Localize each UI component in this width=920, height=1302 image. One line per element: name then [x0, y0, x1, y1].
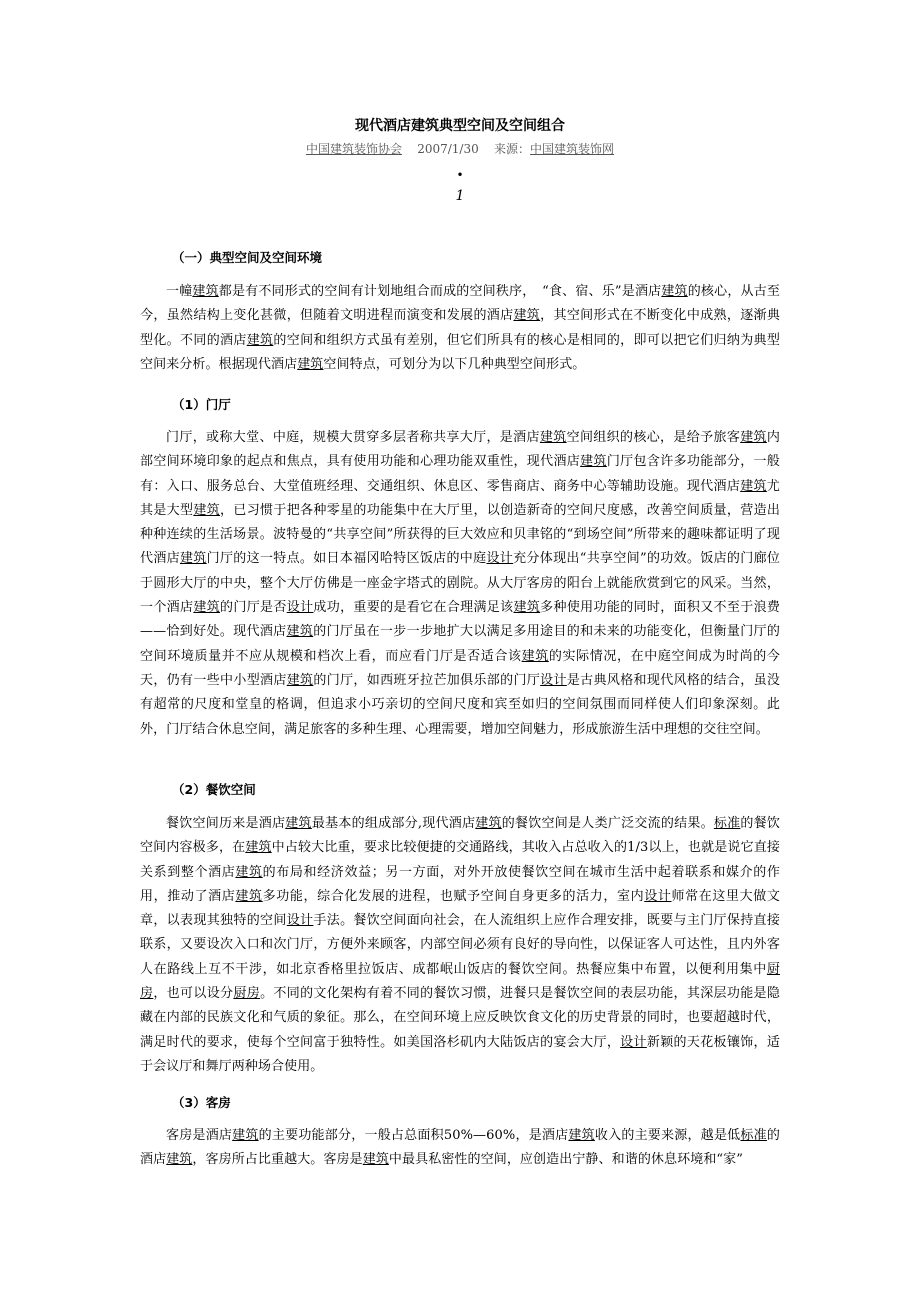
term-link[interactable]: 标准 — [740, 1128, 767, 1143]
section-heading-lobby: （1）门厅 — [172, 397, 231, 412]
term-link[interactable]: 设计 — [286, 913, 314, 929]
section-heading-typical-space: （一）典型空间及空间环境 — [172, 250, 323, 265]
term-link[interactable]: 建筑 — [235, 888, 263, 904]
term-link[interactable]: 建筑 — [193, 600, 221, 616]
term-link[interactable]: 建筑 — [286, 672, 314, 688]
term-link[interactable]: 标准 — [713, 816, 741, 831]
term-link[interactable]: 设计 — [644, 888, 672, 904]
term-link[interactable]: 建筑 — [232, 1128, 259, 1143]
document-meta — [140, 140, 780, 157]
term-link[interactable]: 建筑 — [362, 1152, 389, 1168]
section-heading-guestroom: （3）客房 — [172, 1095, 231, 1110]
term-link[interactable]: 建筑 — [521, 648, 549, 664]
term-link[interactable]: 建筑 — [740, 478, 767, 494]
meta-org-link[interactable]: 中国建筑装饰协会 — [305, 142, 402, 156]
paragraph-guestroom: 客房是酒店建筑的主要功能部分，一般占总面积50%—60%，是酒店建筑收入的主要来源，越是低标准的酒店建筑，客房所占比重越大。客房是建筑中最具私密性的空间，应创造出宁静、和谐的休息环境和“家” — [140, 1128, 780, 1168]
term-link[interactable]: 设计 — [286, 600, 314, 616]
term-link[interactable]: 建筑 — [179, 551, 207, 567]
paragraph-dining: 餐饮空间历来是酒店建筑最基本的组成部分,现代酒店建筑的餐饮空间是人类广泛交流的结果。标准的餐饮空间内容极多，在建筑中占较大比重，要求比较便捷的交通路线，其收入占总收入的1/3以上，也就是说它直接关系到整个酒店建筑的布局和经济效益；另一方面，对外开放使餐饮空间在城市生活中起着联系和媒介的作用，推动了酒店建筑多功能，综合化发展的进程，也赋予空间自身更多的活力，室内设计师常在这里大做文章，以表现其独特的空间设计手法。餐饮空间面向社会，在人流组织上应作合理安排，既要与主门厅保持直接联系，又要设次入口和次门厅，方便外来顾客，内部空间必须有良好的导向性，以保证客人可达性，且内外客人在路线上互不干涉，如北京香格里拉饭店、成都岷山饭店的餐饮空间。热餐应集中布置，以便利用集中厨房，也可以设分厨房。不同的文化架构有着不同的餐饮习惯，进餐只是餐饮空间的表层功能，其深层功能是隐藏在内部的民族文化和气质的象征。那么，在空间环境上应反映饮食文化的历史背景的同时，也要超越时代，满足时代的要求，使每个空间富于独特性。如美国洛杉矶内大陆饭店的宴会大厅，设计新颖的天花板镶饰，适于会议厅和舞厅两种场合使用。 — [140, 816, 781, 1074]
term-link[interactable]: 建筑 — [245, 840, 272, 856]
term-link[interactable]: 建筑 — [246, 332, 274, 348]
term-link[interactable]: 建筑 — [166, 1152, 193, 1168]
document-title: 现代酒店建筑典型空间及空间组合 — [355, 118, 565, 134]
page-number: 1 — [455, 188, 465, 204]
term-link[interactable]: 建筑 — [580, 454, 607, 470]
term-link[interactable]: 厨房 — [233, 986, 261, 1002]
term-link[interactable]: 建筑 — [661, 284, 688, 299]
term-link[interactable]: 设计 — [486, 551, 514, 567]
term-link[interactable]: 建筑 — [192, 284, 219, 299]
term-link[interactable]: 建筑 — [568, 1128, 595, 1143]
term-link[interactable]: 建筑 — [285, 816, 312, 831]
section-heading-dining: （2）餐饮空间 — [172, 782, 256, 797]
term-link[interactable]: 建筑 — [513, 308, 541, 324]
meta-date: 2007/1/30 — [417, 142, 479, 156]
paragraph-typical-space: 一幢建筑都是有不同形式的空间有计划地组合而成的空间秩序， “食、宿、乐”是酒店建筑的核心，从古至今，虽然结构上变化甚微，但随着文明进程而演变和发展的酒店建筑，其空间形式在不断变化中成熟，逐渐典型化。不同的酒店建筑的空间和组织方式虽有差别，但它们所具有的核心是相同的，即可以把它们归纳为典型空间来分析。根据现代酒店建筑空间特点，可划分为以下几种典型空间形式。 — [140, 284, 780, 372]
term-link[interactable]: 建筑 — [740, 430, 767, 445]
meta-source-label: 来源： — [494, 142, 531, 156]
term-link[interactable]: 建筑 — [286, 624, 314, 640]
term-link[interactable]: 建筑 — [235, 864, 263, 880]
term-link[interactable]: 设计 — [620, 1034, 647, 1050]
bullet-marker: • — [456, 168, 464, 182]
term-link[interactable]: 建筑 — [539, 430, 567, 445]
meta-source-link[interactable]: 中国建筑装饰网 — [530, 142, 615, 156]
term-link[interactable]: 建筑 — [513, 600, 541, 616]
term-link[interactable]: 厨房 — [140, 961, 780, 1002]
term-link[interactable]: 设计 — [540, 672, 567, 688]
term-link[interactable]: 建筑 — [475, 816, 502, 831]
paragraph-lobby: 门厅，或称大堂、中庭，规模大贯穿多层者称共享大厅，是酒店建筑空间组织的核心，是给予旅客建筑内部空间环境印象的起点和焦点，具有使用功能和心理功能双重性，现代酒店建筑门厅包含许多功能部分，一般有：入口、服务总台、大堂值班经理、交通组织、休息区、零售商店、商务中心等辅助设施。现代酒店建筑尤其是大型建筑，已习惯于把各种零星的功能集中在大厅里，以创造新奇的空间尺度感，改善空间质量，营造出种种连续的生活场景。波特曼的“共享空间”所获得的巨大效应和贝聿铭的“到场空间”所带来的趣味都证明了现代酒店建筑门厅的这一特点。如日本福冈哈特区饭店的中庭设计充分体现出“共享空间”的功效。饭店的门廊位于圆形大厅的中央，整个大厅仿佛是一座金字塔式的剧院。从大厅客房的阳台上就能欣赏到它的风采。当然，一个酒店建筑的门厅是否设计成功，重要的是看它在合理满足该建筑多种使用功能的同时，面积又不至于浪费——恰到好处。现代酒店建筑的门厅虽在一步一步地扩大以满足多用途目的和未来的功能变化，但衡量门厅的空间环境质量并不应从规模和档次上看，而应看门厅是否适合该建筑的实际情况，在中庭空间成为时尚的今天，仍有一些中小型酒店建筑的门厅，如西班牙拉芒加俱乐部的门厅设计是古典风格和现代风格的结合，虽没有超常的尺度和堂皇的格调，但追求小巧亲切的空间尺度和宾至如归的空间氛围而同样使人们印象深刻。此外，门厅结合休息空间，满足旅客的多种生理、心理需要，增加空间魅力，形成旅游生活中理想的交往空间。 — [140, 430, 781, 737]
term-link[interactable]: 建筑 — [297, 356, 324, 372]
term-link[interactable]: 建筑 — [193, 502, 221, 518]
